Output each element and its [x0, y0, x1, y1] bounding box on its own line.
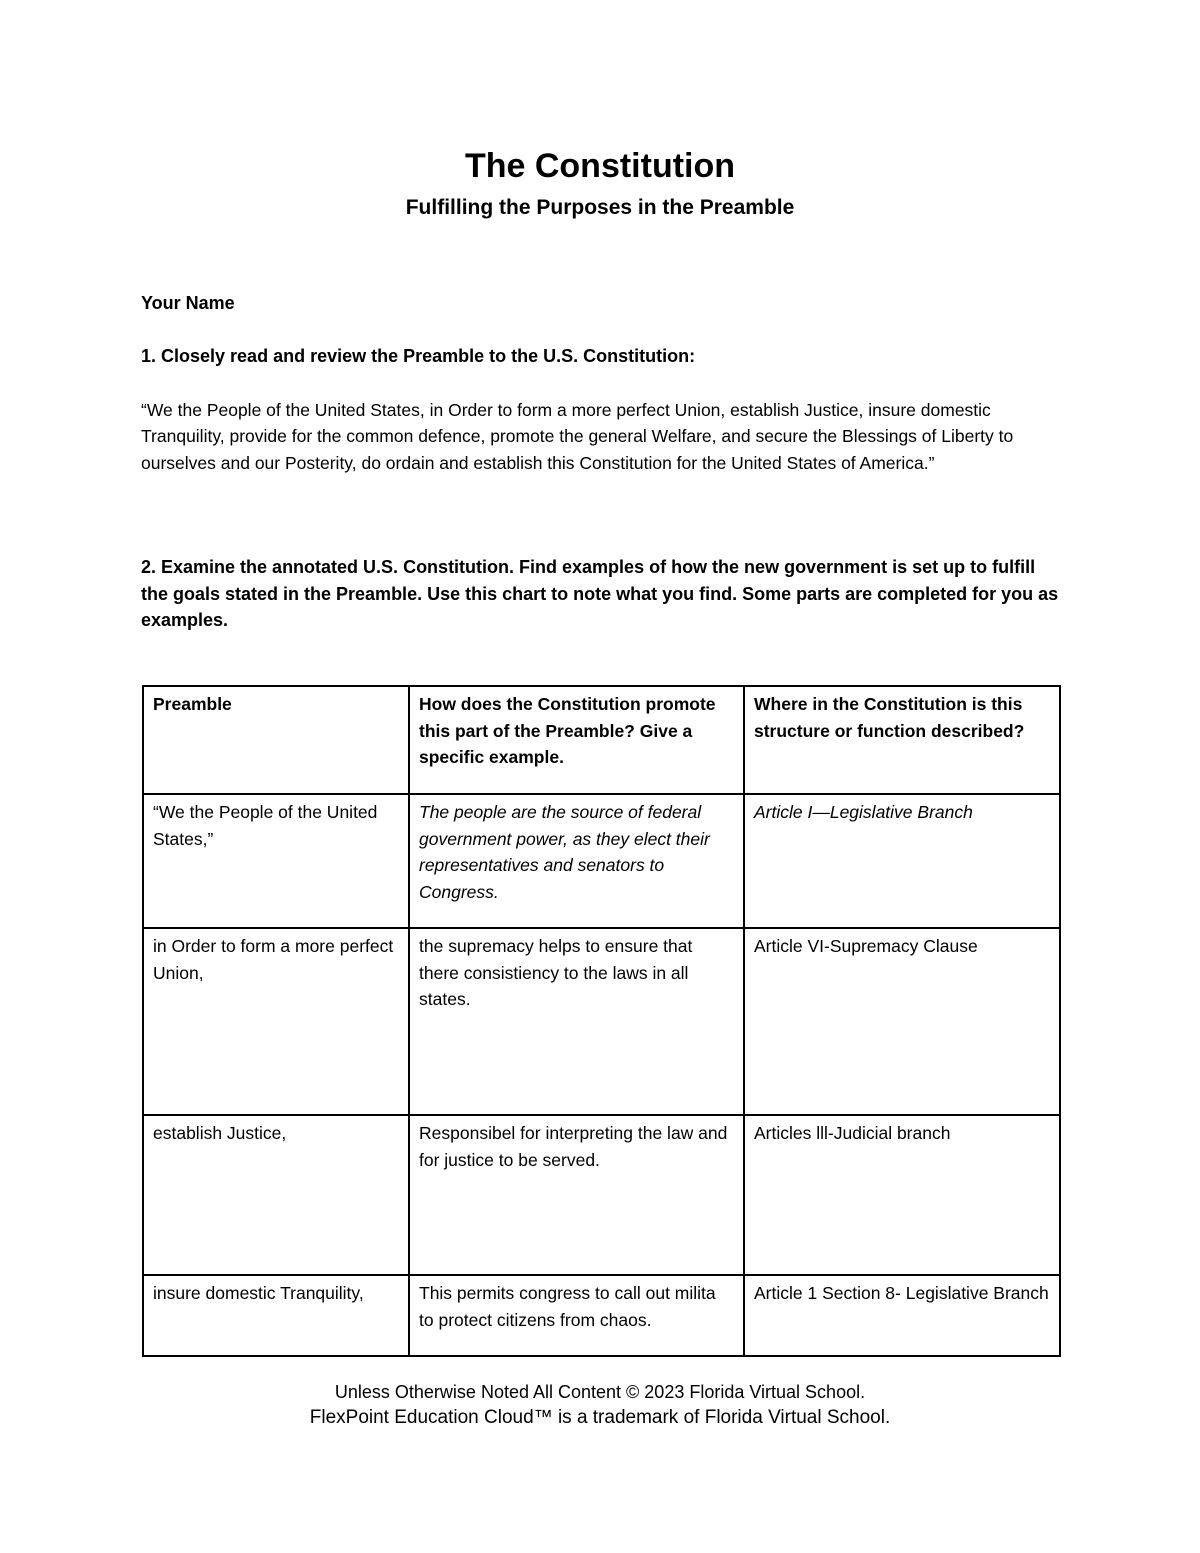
- header-how: How does the Constitution promote this part of the Preamble? Give a specific example.: [409, 686, 744, 794]
- cell-where[interactable]: Article I—Legislative Branch: [744, 794, 1060, 928]
- table-row: [143, 1115, 1060, 1275]
- cell-preamble: establish Justice,: [143, 1115, 409, 1275]
- your-name-label: Your Name: [141, 293, 235, 313]
- question-2: 2. Examine the annotated U.S. Constitution. Find examples of how the new government is set up to fulfill the goals stated in the Preamble. Use this chart to note what you find. Some parts are completed for you as examples.: [141, 557, 1059, 630]
- cell-preamble: insure domestic Tranquility,: [143, 1275, 409, 1356]
- table-header-row: [143, 686, 1060, 794]
- cell-where[interactable]: Article 1 Section 8- Legislative Branch: [744, 1275, 1060, 1356]
- header-preamble: Preamble: [143, 686, 409, 794]
- cell-preamble: in Order to form a more perfect Union,: [143, 928, 409, 1115]
- cell-preamble: “We the People of the United States,”: [143, 794, 409, 928]
- preamble-quote: “We the People of the United States, in Order to form a more perfect Union, establish Justice, insure domestic Tranquility, provide for the common defence, promote the general Welfare, and secure the Blessings of Liberty to ourselves and our Posterity, do ordain and establish this Constitution for the United States of America.”: [141, 400, 1014, 473]
- table-row: [143, 1275, 1060, 1356]
- footer-trademark: FlexPoint Education Cloud™ is a trademark of Florida Virtual School.: [309, 1407, 891, 1428]
- page-title: The Constitution: [464, 147, 736, 185]
- table-row: [143, 794, 1060, 928]
- cell-how[interactable]: Responsibel for interpreting the law and for justice to be served.: [409, 1115, 744, 1275]
- cell-where[interactable]: Article VI-Supremacy Clause: [744, 928, 1060, 1115]
- footer-copyright: Unless Otherwise Noted All Content © 2023 Florida Virtual School.: [334, 1382, 866, 1402]
- page-subtitle: Fulfilling the Purposes in the Preamble: [405, 196, 795, 219]
- preamble-chart: [142, 685, 1061, 1357]
- table-row: [143, 928, 1060, 1115]
- header-where: Where in the Constitution is this structure or function described?: [744, 686, 1060, 794]
- cell-how[interactable]: The people are the source of federal government power, as they elect their representatives and senators to Congress.: [409, 794, 744, 928]
- cell-where[interactable]: Articles lll-Judicial branch: [744, 1115, 1060, 1275]
- cell-how[interactable]: the supremacy helps to ensure that there consistiency to the laws in all states.: [409, 928, 744, 1115]
- cell-how[interactable]: This permits congress to call out milita to protect citizens from chaos.: [409, 1275, 744, 1356]
- question-1: 1. Closely read and review the Preamble to the U.S. Constitution:: [141, 346, 696, 366]
